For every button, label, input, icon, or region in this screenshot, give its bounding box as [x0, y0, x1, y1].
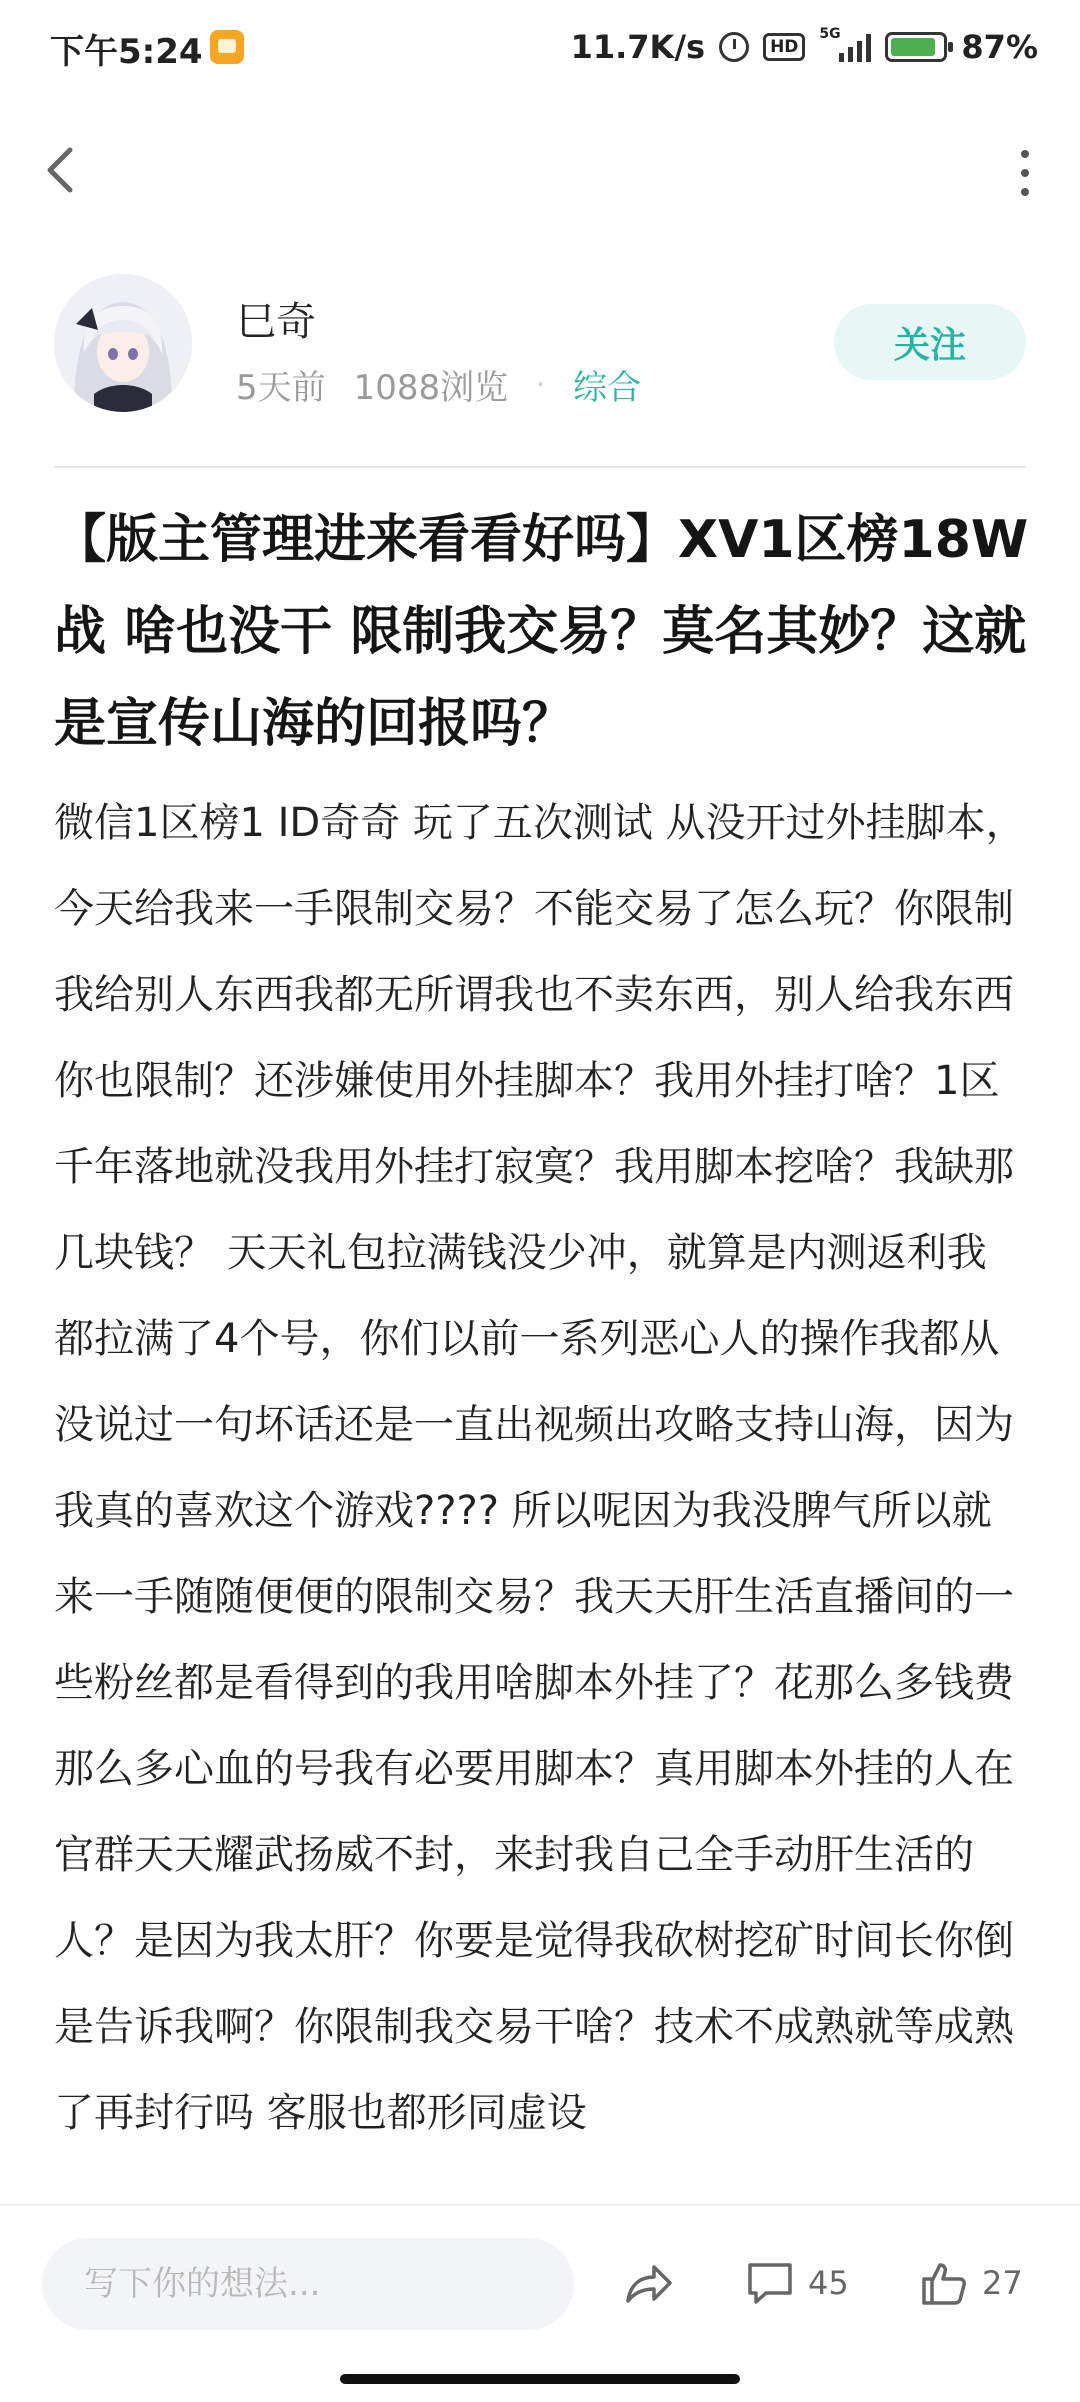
post-title: 【版主管理进来看看好吗】XV1区榜18W战 啥也没干 限制我交易？莫名其妙？这就是宣传山海的回报吗？ — [54, 510, 1029, 754]
battery-fill — [891, 38, 935, 56]
notification-app-icon — [210, 30, 244, 64]
more-vertical-icon — [1021, 150, 1029, 158]
comment-count: 45 — [808, 2264, 849, 2302]
meta-separator: · — [536, 368, 546, 401]
status-right — [571, 24, 1038, 70]
category-tag[interactable]: 综合 — [573, 368, 642, 408]
network-type: 5G — [819, 26, 841, 42]
avatar-image — [54, 274, 192, 412]
comment-button[interactable] — [744, 2248, 849, 2318]
chevron-left-icon — [40, 140, 80, 200]
thumbs-up-icon — [918, 2257, 970, 2309]
back-button[interactable] — [40, 140, 80, 200]
status-time: 下午5:24 — [50, 32, 203, 72]
post-meta — [236, 360, 641, 409]
share-button[interactable] — [620, 2248, 676, 2318]
like-button[interactable] — [918, 2248, 1023, 2318]
battery-icon — [885, 32, 947, 62]
follow-button[interactable]: 关注 — [834, 304, 1026, 380]
divider — [54, 466, 1026, 468]
status-bar — [0, 0, 1080, 96]
bottom-action-bar — [0, 2204, 1080, 2402]
avatar[interactable] — [54, 274, 192, 412]
battery-percent: 87% — [961, 28, 1038, 66]
alarm-icon — [719, 32, 749, 62]
post-body: 微信1区榜1 ID奇奇 玩了五次测试 从没开过外挂脚本，今天给我来一手限制交易？不能交易了怎么玩？你限制我给别人东西我都无所谓我也不卖东西，别人给我东西你也限制？还涉嫌使用外挂脚本？我用外挂打啥？1区千年落地就没我用外挂打寂寞？我用脚本挖啥？我缺那几块钱？ 天天礼包拉满钱没少冲，就算是内测返利我都拉满了4个号，你们以前一系列恶心人的操作我都从没说过一句坏话还是一直出视频出攻略支持山海，因为我真的喜欢这个游戏???? 所以呢因为我没脾气所以就来一手随随便便的限制交易？我天天肝生活直播间的一些粉丝都是看得到的我用啥脚本外挂了？花那么多钱费那么多心血的号我有必要用脚本？真用脚本外挂的人在官群天天耀武扬威不封，来封我自己全手动肝生活的人？是因为我太肝？你要是觉得我砍树挖矿时间长你倒是告诉我啊？你限制我交易干啥？技术不成熟就等成熟了再封行吗 客服也都形同虚设 — [54, 800, 1026, 2136]
hd-icon: HD — [763, 33, 805, 61]
view-count: 1088浏览 — [353, 368, 509, 408]
share-icon — [620, 2255, 676, 2311]
network-speed: 11.7K/s — [570, 28, 706, 66]
post-time: 5天前 — [236, 368, 326, 408]
more-button[interactable] — [1010, 150, 1040, 196]
home-indicator[interactable] — [340, 2374, 740, 2384]
author-name[interactable]: 巳奇 — [236, 299, 316, 345]
signal-icon — [819, 26, 871, 62]
comment-icon — [744, 2257, 796, 2309]
like-count: 27 — [982, 2264, 1023, 2302]
comment-input[interactable] — [42, 2238, 574, 2330]
